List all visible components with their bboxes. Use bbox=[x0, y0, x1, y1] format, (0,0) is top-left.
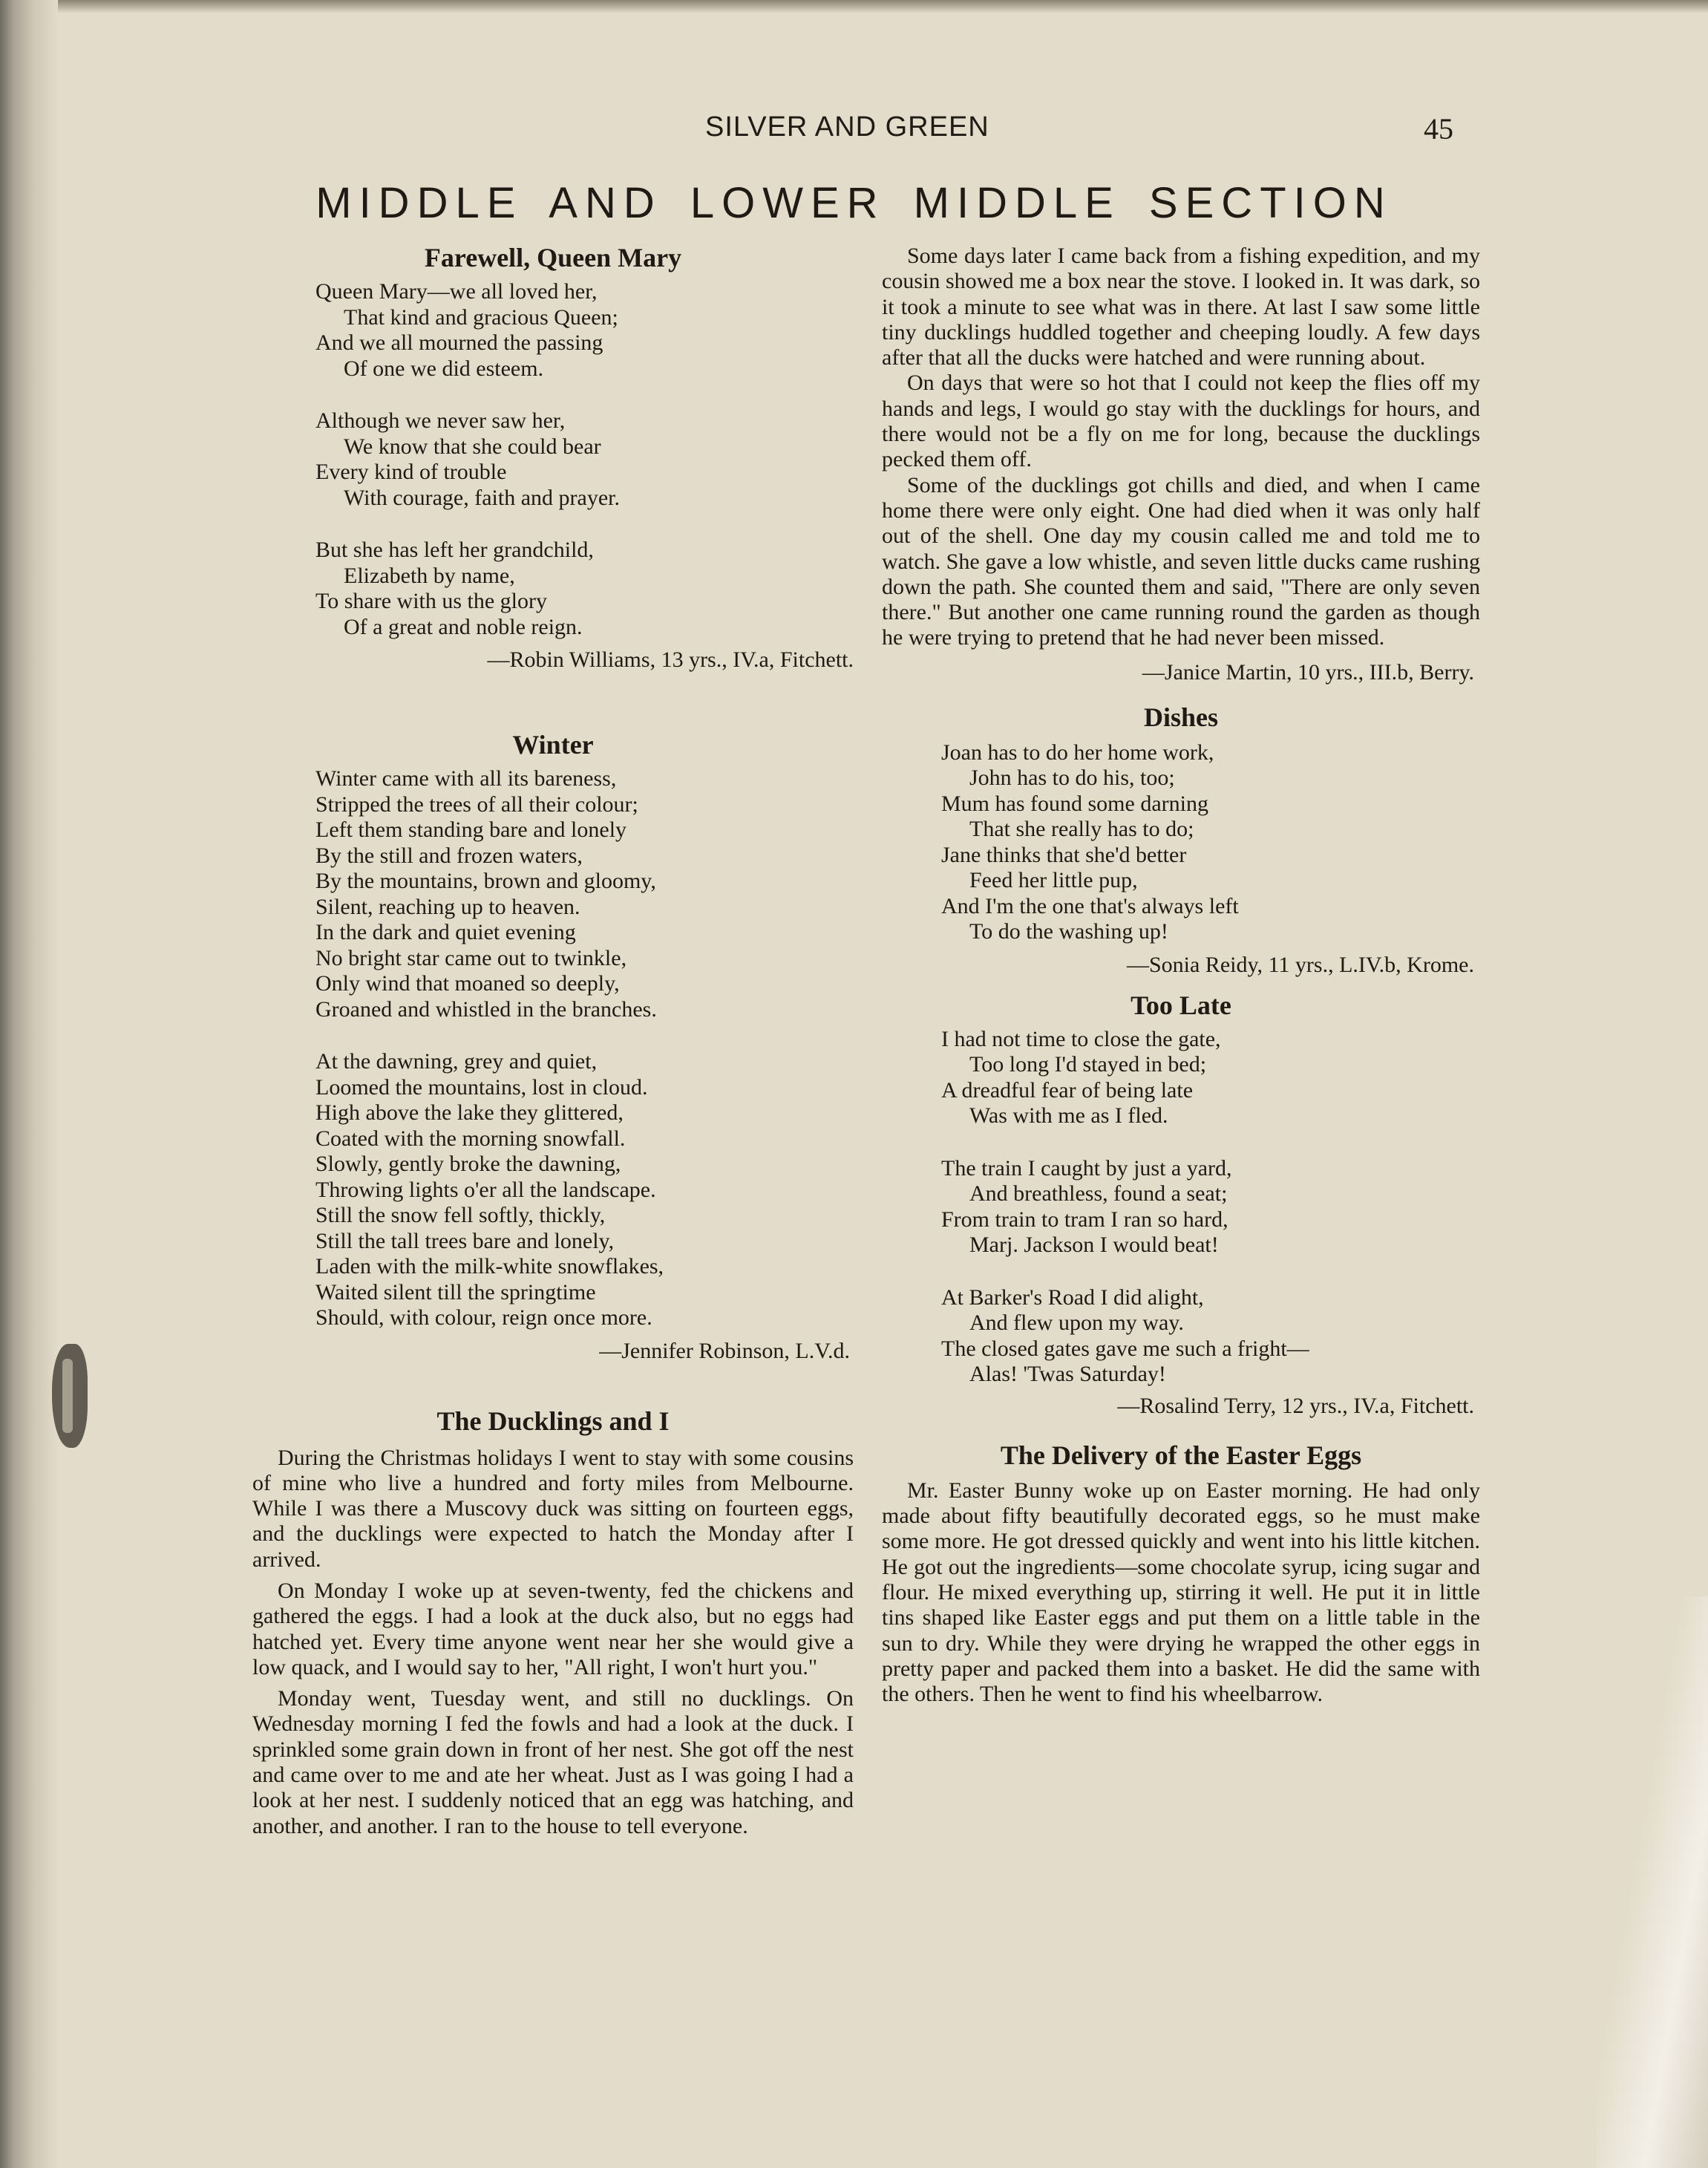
poem-line: Marj. Jackson I would beat! bbox=[969, 1232, 1219, 1258]
poem-line: And I'm the one that's always left bbox=[941, 893, 1239, 918]
poem-line: Left them standing bare and lonely bbox=[315, 817, 627, 842]
poem-stanza bbox=[315, 766, 854, 1022]
poem-stanza bbox=[941, 1156, 1480, 1258]
story-body bbox=[252, 1446, 854, 1839]
poem-line: Queen Mary—we all loved her, bbox=[315, 279, 598, 304]
poem-line: The train I caught by just a yard, bbox=[941, 1155, 1232, 1181]
story-title: The Ducklings and I bbox=[436, 1405, 670, 1436]
poem-stanza bbox=[941, 1285, 1480, 1388]
poem-stanza bbox=[941, 740, 1480, 945]
story-title: The Delivery of the Easter Eggs bbox=[1000, 1440, 1362, 1470]
attribution: —Sonia Reidy, 11 yrs., L.IV.b, Krome. bbox=[1126, 952, 1474, 977]
poem-line: Silent, reaching up to heaven. bbox=[315, 894, 580, 919]
poem-title: Dishes bbox=[1143, 702, 1219, 732]
poem-line: At Barker's Road I did alight, bbox=[941, 1284, 1204, 1310]
paragraph: On Monday I woke up at seven-twenty, fed the chickens and gathered the eggs. I had a look at the duck also, but no eggs had hatched yet. Every time anyone went near her she would give a low quack, and I would say to her, "All right, I won't hurt you." bbox=[252, 1578, 854, 1679]
running-title: SILVER AND GREEN bbox=[705, 111, 989, 143]
poem-line: And flew upon my way. bbox=[969, 1310, 1184, 1336]
poem-line: I had not time to close the gate, bbox=[941, 1026, 1221, 1051]
poem-stanza bbox=[315, 1049, 854, 1331]
paragraph: During the Christmas holidays I went to stay with some cousins of mine who live a hundred and forty miles from Melbourne. While I was there a Muscovy duck was sitting on fourteen eggs, and the ducklings were expected to hatch the Monday after I arrived. bbox=[252, 1445, 854, 1572]
poem-line: Every kind of trouble bbox=[315, 460, 507, 484]
poem-line: From train to tram I ran so hard, bbox=[941, 1207, 1228, 1232]
poem-line: Elizabeth by name, bbox=[344, 563, 515, 588]
attribution: —Rosalind Terry, 12 yrs., IV.a, Fitchett. bbox=[1117, 1393, 1474, 1418]
poem-line: Joan has to do her home work, bbox=[941, 739, 1214, 765]
page-top-shadow bbox=[0, 0, 1708, 13]
poem-line: Throwing lights o'er all the landscape. bbox=[315, 1177, 656, 1202]
poem-stanza bbox=[941, 1027, 1480, 1129]
poem-line: Loomed the mountains, lost in cloud. bbox=[315, 1074, 648, 1100]
section-title: MIDDLE AND LOWER MIDDLE SECTION bbox=[315, 179, 1393, 227]
poem-line: No bright star came out to twinkle, bbox=[315, 945, 627, 970]
poem-line: Of a great and noble reign. bbox=[344, 614, 583, 639]
poem-stanza bbox=[315, 538, 854, 640]
poem-line: By the mountains, brown and gloomy, bbox=[315, 869, 656, 893]
poem-stanza bbox=[315, 408, 854, 511]
paragraph: Some days later I came back from a fishing expedition, and my cousin showed me a box near the stove. I looked in. It was dark, so it took a minute to see what was in there. At last I saw some little tiny ducklings huddled together and cheeping loudly. A few days after that all the ducks were hatched and were running about. bbox=[882, 244, 1480, 370]
poem-line: To do the washing up! bbox=[969, 919, 1168, 944]
poem-line: High above the lake they glittered, bbox=[315, 1100, 624, 1125]
poem-line: The closed gates gave me such a fright— bbox=[941, 1336, 1309, 1361]
poem-line: Slowly, gently broke the dawning, bbox=[315, 1152, 621, 1176]
poem-title: Winter bbox=[512, 730, 594, 760]
attribution: —Janice Martin, 10 yrs., III.b, Berry. bbox=[1142, 659, 1474, 685]
poem-line: In the dark and quiet evening bbox=[315, 920, 576, 944]
poem-line: Groaned and whistled in the branches. bbox=[315, 996, 657, 1022]
poem-line: With courage, faith and prayer. bbox=[344, 485, 620, 510]
poem-title: Farewell, Queen Mary bbox=[424, 243, 682, 272]
poem-line: At the dawning, grey and quiet, bbox=[315, 1049, 598, 1074]
paragraph: Monday went, Tuesday went, and still no ducklings. On Wednesday morning I fed the fowls and had a look at the duck. I sprinkled some grain down in front of her nest. She got off the nest and came over to me and ate her wheat. Just as I was going I had a look at her nest. I suddenly noticed that an egg was hatching, and another, and another. I ran to the house to tell everyone. bbox=[252, 1686, 854, 1838]
page-number: 45 bbox=[1424, 112, 1453, 146]
poem-line: That she really has to do; bbox=[969, 817, 1194, 842]
paragraph: Some of the ducklings got chills and died, and when I came home there were only eight. One had died when it was only half out of the shell. One day my cousin called me and told me to watch. She gave a low whistle, and seven little ducks came rushing down the path. She counted them and said, "There are only seven there." But another one came running round the garden as though he were trying to pretend that he had never been missed. bbox=[882, 472, 1480, 650]
poem-line: Winter came with all its bareness, bbox=[315, 766, 617, 791]
poem-line: Still the snow fell softly, thickly, bbox=[315, 1203, 606, 1227]
binding-gutter bbox=[0, 0, 58, 2168]
poem-line: Waited silent till the springtime bbox=[315, 1279, 596, 1305]
poem-line: Of one we did esteem. bbox=[344, 356, 544, 381]
poem-line: Should, with colour, reign once more. bbox=[315, 1305, 652, 1330]
poem-line: To share with us the glory bbox=[315, 589, 548, 613]
poem-line: Was with me as I fled. bbox=[969, 1103, 1168, 1129]
poem-line: Coated with the morning snowfall. bbox=[315, 1126, 626, 1151]
poem-line: Mum has found some darning bbox=[941, 791, 1208, 816]
poem-line: And breathless, found a seat; bbox=[969, 1181, 1228, 1207]
paragraph: On days that were so hot that I could not keep the flies off my hands and legs, I would go stay with the ducklings for hours, and there would not be a fly on me for long, because the ducklings pecked them off. bbox=[882, 370, 1480, 472]
page-fold-highlight bbox=[1597, 1596, 1708, 2168]
poem-line: Alas! 'Twas Saturday! bbox=[969, 1362, 1166, 1387]
paragraph: Mr. Easter Bunny woke up on Easter morning. He had only made about fifty beautifully decorated eggs, so he must make some more. He got dressed quickly and went into his little kitchen. He got out the ingredients—some chocolate syrup, icing sugar and flour. He mixed everything up, stirring it well. He put it in little tins shaped like Easter eggs and put them on a little table in the sun to dry. While they were drying he wrapped the other eggs in pretty paper and packed them into a basket. He did the same with the others. Then he went to find his wheelbarrow. bbox=[882, 1478, 1480, 1707]
poem-line: And we all mourned the passing bbox=[315, 330, 603, 355]
poem-line: By the still and frozen waters, bbox=[315, 843, 583, 868]
poem-line: Only wind that moaned so deeply, bbox=[315, 971, 620, 996]
poem-line: Laden with the milk-white snowflakes, bbox=[315, 1254, 664, 1279]
poem-line: Stripped the trees of all their colour; bbox=[315, 791, 638, 817]
right-column bbox=[882, 242, 1480, 1707]
poem-line: But she has left her grandchild, bbox=[315, 538, 594, 562]
poem-line: John has to do his, too; bbox=[969, 765, 1175, 791]
poem-line: A dreadful fear of being late bbox=[941, 1077, 1194, 1103]
story-body bbox=[882, 1478, 1480, 1708]
attribution: —Robin Williams, 13 yrs., IV.a, Fitchett. bbox=[487, 647, 854, 672]
poem-line: Although we never saw her, bbox=[315, 408, 566, 433]
binding-staple bbox=[52, 1344, 88, 1448]
story-body-continued bbox=[882, 244, 1480, 651]
poem-title: Too Late bbox=[1131, 990, 1231, 1020]
poem-line: We know that she could bear bbox=[344, 434, 601, 459]
poem-line: Jane thinks that she'd better bbox=[941, 842, 1187, 867]
poem-line: Feed her little pup, bbox=[969, 868, 1138, 893]
poem-line: Still the tall trees bare and lonely, bbox=[315, 1228, 615, 1253]
page-header bbox=[0, 111, 1708, 156]
poem-line: That kind and gracious Queen; bbox=[344, 304, 618, 330]
attribution: —Jennifer Robinson, L.V.d. bbox=[599, 1338, 850, 1363]
left-column bbox=[252, 242, 854, 1839]
poem-line: Too long I'd stayed in bed; bbox=[969, 1052, 1207, 1077]
poem-stanza bbox=[315, 279, 854, 382]
